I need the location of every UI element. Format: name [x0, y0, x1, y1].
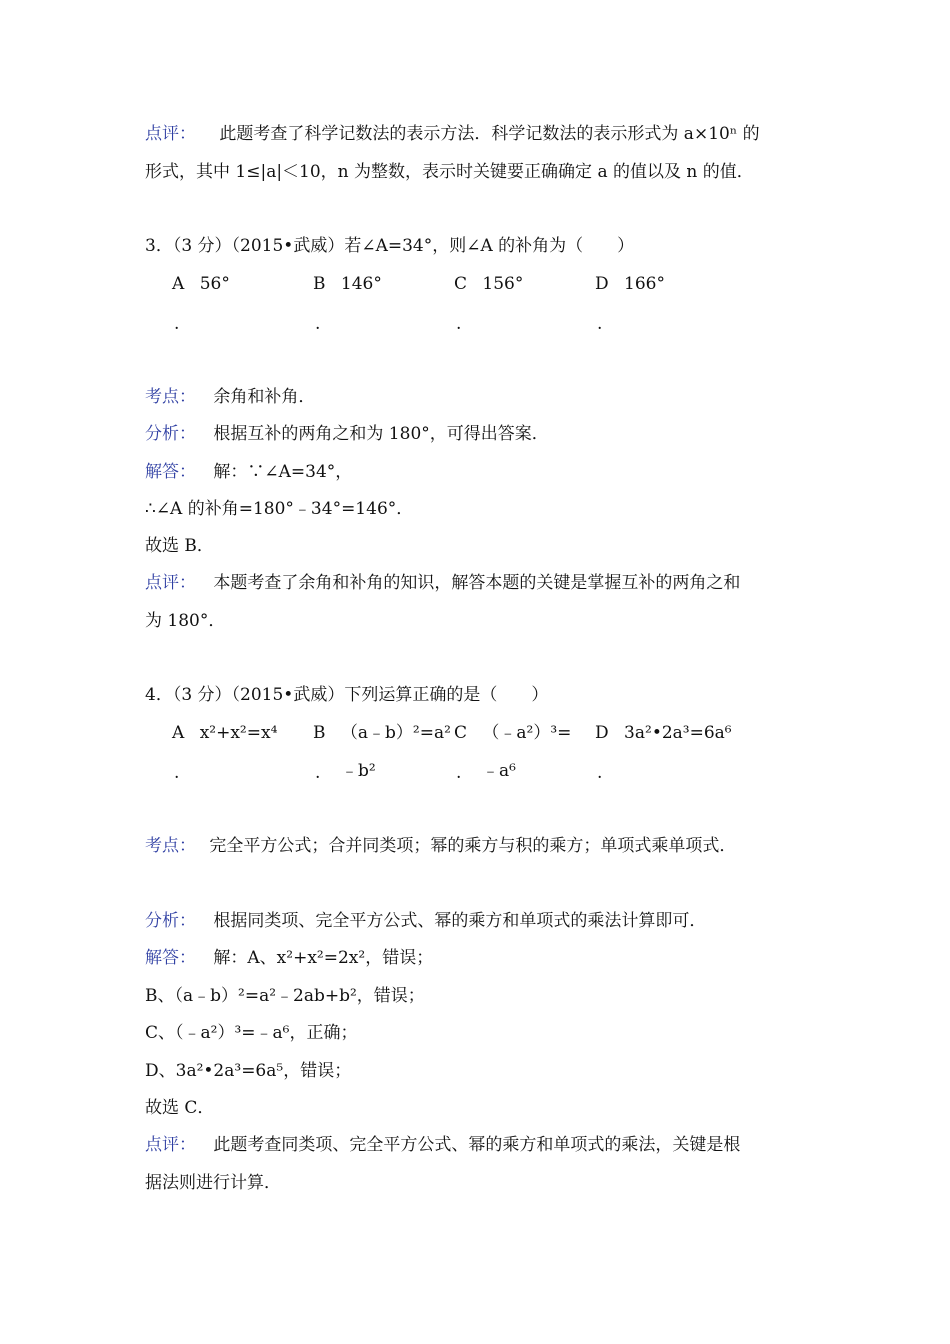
analysis-text: 根据互补的两角之和为 180°，可得出答案．: [213, 424, 549, 444]
q3-option-b: [313, 273, 382, 295]
q4-option-a: [172, 722, 277, 744]
option-text: 156°: [482, 274, 524, 294]
q4-point: [145, 835, 736, 857]
q4-answer-line3: C、（﹣a²）³=﹣a⁶，正确；: [145, 1023, 358, 1043]
review-label: 点评：: [145, 124, 196, 144]
option-text: 56°: [199, 274, 230, 294]
answer-text: 解：A、x²+x²=2x²，错误；: [213, 948, 434, 968]
option-letter: D: [595, 274, 609, 294]
q3-answer-line3: 故选 B．: [145, 536, 214, 556]
review-text: 本题考查了余角和补角的知识，解答本题的关键是掌握互补的两角之和: [213, 573, 741, 593]
option-text: 146°: [340, 274, 382, 294]
q3-analysis: [145, 423, 549, 445]
answer-label: 解答：: [145, 462, 196, 482]
q2-review-line2: 形式，其中 1≤|a|＜10，n 为整数，表示时关键要正确确定 a 的值以及 n 的值．: [145, 162, 754, 182]
q4-option-c: [454, 722, 571, 744]
answer-text: 解：∵∠A=34°，: [213, 462, 353, 482]
option-letter: D: [595, 723, 609, 743]
q4-option-d-dot: .: [597, 763, 603, 783]
option-letter: C: [454, 723, 468, 743]
q3-option-b-dot: .: [315, 314, 321, 334]
q3-answer-line1: [145, 461, 352, 483]
q4-answer-line5: 故选 C．: [145, 1098, 215, 1118]
q4-answer-line2: B、（a﹣b）²=a²﹣2ab+b²，错误；: [145, 986, 425, 1006]
point-text: 余角和补角．: [213, 387, 316, 407]
q4-option-a-dot: .: [174, 763, 180, 783]
analysis-text: 根据同类项、完全平方公式、幂的乘方和单项式的乘法计算即可．: [213, 911, 707, 931]
option-letter: B: [313, 723, 326, 743]
q4-review-line2: 据法则进行计算．: [145, 1173, 281, 1193]
q4-option-c-cont: ﹣a⁶: [482, 761, 516, 781]
q4-answer-line1: [145, 947, 433, 969]
review-label: 点评：: [145, 573, 196, 593]
option-text: （a﹣b）²=a²: [340, 723, 451, 743]
q4-review-line1: [145, 1134, 740, 1156]
q4-answer-line4: D、3a²•2a³=6a⁵，错误；: [145, 1061, 352, 1081]
q4-option-b: [313, 722, 451, 744]
q4-option-b-dot: .: [315, 763, 321, 783]
option-letter: B: [313, 274, 326, 294]
option-text: （﹣a²）³=: [482, 723, 572, 743]
option-text: 166°: [624, 274, 665, 294]
q3-option-a: [172, 273, 230, 295]
review-label: 点评：: [145, 1135, 196, 1155]
q3-stem: 3．（3 分）（2015•武威）若∠A=34°，则∠A 的补角为（ ）: [145, 236, 635, 256]
q3-option-c: [454, 273, 523, 295]
q3-option-c-dot: .: [456, 314, 462, 334]
point-label: 考点：: [145, 387, 196, 407]
analysis-label: 分析：: [145, 911, 196, 931]
review-text: 此题考查了科学记数法的表示方法．科学记数法的表示形式为 a×10ⁿ 的: [219, 124, 760, 144]
q3-review-line2: 为 180°．: [145, 611, 226, 631]
q3-answer-line2: ∴∠A 的补角=180°﹣34°=146°．: [145, 499, 414, 519]
q3-option-d: [595, 273, 665, 295]
answer-label: 解答：: [145, 948, 196, 968]
q3-point: [145, 386, 315, 408]
review-text: 此题考查同类项、完全平方公式、幂的乘方和单项式的乘法，关键是根: [213, 1135, 741, 1155]
q3-option-d-dot: .: [597, 314, 603, 334]
option-letter: C: [454, 274, 468, 294]
option-text: x²+x²=x⁴: [199, 723, 278, 743]
option-letter: A: [172, 274, 185, 294]
q4-option-c-dot: .: [456, 763, 462, 783]
q3-review-line1: [145, 572, 740, 594]
option-letter: A: [172, 723, 185, 743]
point-text: 完全平方公式；合并同类项；幂的乘方与积的乘方；单项式乘单项式．: [209, 836, 737, 856]
q4-stem: 4．（3 分）（2015•武威）下列运算正确的是（ ）: [145, 685, 549, 705]
point-label: 考点：: [145, 836, 196, 856]
q4-analysis: [145, 910, 706, 932]
analysis-label: 分析：: [145, 424, 196, 444]
q4-option-d: [595, 722, 732, 744]
q4-option-b-cont: ﹣b²: [341, 761, 376, 781]
option-text: 3a²•2a³=6a⁶: [624, 723, 732, 743]
q2-review-line1: [145, 123, 760, 145]
q3-option-a-dot: .: [174, 314, 180, 334]
